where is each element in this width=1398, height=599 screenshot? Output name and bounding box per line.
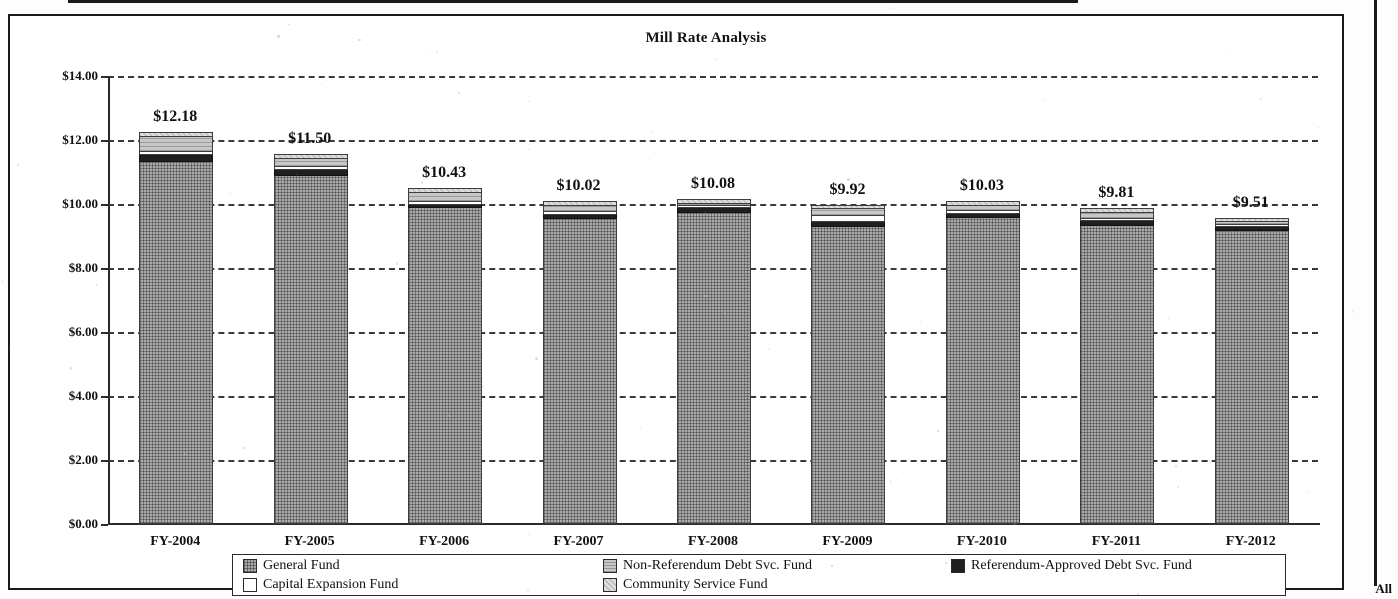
bar-stack[interactable]: [946, 177, 1018, 524]
bar-stack[interactable]: [811, 180, 883, 524]
scan-speck: [1070, 398, 1071, 399]
x-axis-category-label: FY-2006: [419, 534, 470, 549]
bar-segment-nonreferendum[interactable]: [139, 135, 213, 152]
scan-speck: [2, 280, 3, 281]
legend-item-community[interactable]: [603, 577, 768, 593]
y-axis-tick-mark: [101, 460, 108, 462]
scan-speck: [421, 181, 423, 183]
bar-segment-general[interactable]: [274, 174, 348, 524]
legend-item-general[interactable]: [243, 558, 340, 574]
chart-title-text: Mill Rate Analysis: [645, 30, 767, 46]
y-axis-tick-label: $6.00: [68, 324, 98, 339]
scan-speck: [277, 35, 279, 37]
bar-stack[interactable]: [139, 108, 211, 524]
scan-speck: [561, 441, 563, 443]
y-axis-tick-mark: [101, 140, 108, 142]
y-axis-tick-label: $14.00: [62, 68, 98, 83]
legend-swatch-referendum-icon: [951, 559, 965, 573]
x-axis-category-label: FY-2011: [1091, 534, 1141, 549]
scan-speck: [9, 348, 10, 349]
bar-segment-general[interactable]: [139, 160, 213, 524]
bar-segment-community[interactable]: [139, 132, 213, 137]
y-axis-tick-label: $0.00: [68, 516, 98, 531]
x-axis-category-label: FY-2010: [956, 534, 1007, 549]
scan-speck: [159, 258, 161, 260]
bar-segment-community[interactable]: [1080, 208, 1154, 213]
legend-swatch-general-icon: [243, 559, 257, 573]
y-axis-tick-mark: [101, 396, 108, 398]
scan-speck: [1278, 292, 1280, 294]
bar-total-label: $9.92: [829, 180, 866, 198]
bar-stack[interactable]: [274, 130, 346, 524]
y-axis-tick-mark: [101, 204, 108, 206]
bar-segment-community[interactable]: [677, 199, 751, 204]
bar-total-label: $10.43: [422, 164, 467, 182]
bar-stack[interactable]: [1215, 193, 1287, 524]
scan-speck: [1177, 486, 1179, 488]
legend-label: Referendum-Approved Debt Svc. Fund: [971, 558, 1192, 573]
scan-speck: [266, 340, 267, 341]
scan-speck: [243, 447, 245, 449]
bar-segment-general[interactable]: [1080, 224, 1154, 524]
legend-label: Non-Referendum Debt Svc. Fund: [623, 558, 812, 573]
y-axis-tick-mark: [101, 268, 108, 270]
scan-speck: [482, 386, 483, 387]
legend-swatch-community-icon: [603, 578, 617, 592]
y-axis-tick-mark: [101, 332, 108, 334]
legend-swatch-capital-icon: [243, 578, 257, 592]
bar-segment-general[interactable]: [677, 211, 751, 524]
scan-speck: [106, 590, 107, 591]
scan-speck: [458, 92, 459, 93]
scan-speck: [724, 312, 726, 314]
scan-speck: [704, 295, 706, 297]
scan-speck: [814, 503, 816, 505]
scan-speck: [1352, 310, 1355, 313]
bar-segment-community[interactable]: [543, 201, 617, 206]
scan-speck: [1042, 99, 1044, 101]
bar-segment-community[interactable]: [408, 188, 482, 193]
bar-segment-general[interactable]: [543, 217, 617, 524]
x-axis-category-label: FY-2008: [687, 534, 739, 549]
scan-speck: [20, 31, 21, 32]
y-axis-tick-label: $2.00: [68, 452, 98, 467]
legend-row-top: [233, 556, 1285, 575]
plot-area: [108, 76, 1318, 524]
page-top-rule: [68, 0, 1078, 3]
scan-speck: [70, 367, 73, 370]
scan-speck: [547, 366, 549, 368]
legend-label: Community Service Fund: [623, 577, 768, 592]
y-axis-tick-label: $10.00: [62, 196, 98, 211]
y-axis-tick-label: $4.00: [68, 388, 98, 403]
scan-speck: [768, 348, 770, 350]
scan-speck: [1318, 127, 1319, 128]
y-axis-tick-label: $12.00: [62, 132, 98, 147]
bar-segment-community[interactable]: [946, 201, 1020, 206]
page-corner-note: All: [1375, 581, 1392, 596]
bar-segment-general[interactable]: [1215, 229, 1289, 524]
scan-speck: [463, 76, 465, 78]
chart-title: [10, 30, 1342, 47]
bar-stack[interactable]: [677, 175, 749, 524]
scan-speck: [756, 391, 757, 392]
bar-segment-community[interactable]: [1215, 218, 1289, 223]
scan-speck: [96, 284, 97, 285]
bar-segment-community[interactable]: [274, 154, 348, 159]
scan-speck: [1260, 98, 1262, 100]
scan-speck: [831, 565, 832, 566]
y-axis-tick-label: $8.00: [68, 260, 98, 275]
bar-stack[interactable]: [543, 177, 615, 524]
scan-speck: [982, 23, 984, 25]
x-axis-category-label: FY-2012: [1225, 534, 1276, 549]
x-axis-category-label: FY-2007: [553, 534, 604, 549]
bar-stack[interactable]: [408, 164, 480, 524]
x-axis-category-label: FY-2004: [150, 534, 201, 549]
scan-speck: [650, 131, 651, 132]
x-axis-category-label: FY-2009: [822, 534, 873, 549]
scan-speck: [889, 480, 891, 482]
bar-total-label: $10.08: [691, 175, 735, 193]
scan-speck: [1129, 451, 1132, 454]
scan-speck: [937, 430, 938, 431]
bar-total-label: $12.18: [153, 108, 198, 126]
scan-speck: [358, 39, 360, 41]
scan-speck: [447, 414, 450, 417]
scan-speck: [229, 193, 231, 195]
scan-speck: [535, 357, 538, 360]
bar-stack[interactable]: [1080, 184, 1152, 524]
bar-total-label: $9.51: [1232, 193, 1269, 211]
scan-speck: [509, 51, 510, 52]
bar-total-label: $10.02: [556, 177, 601, 195]
scan-speck: [527, 589, 529, 591]
chart-legend: [232, 554, 1286, 596]
bar-total-label: $10.03: [959, 177, 1004, 195]
scan-speck: [1014, 396, 1015, 397]
legend-label: Capital Expansion Fund: [263, 577, 399, 592]
scan-speck: [889, 7, 891, 9]
scan-speck: [288, 24, 290, 26]
bar-total-label: $11.50: [288, 130, 332, 147]
scan-speck: [1137, 593, 1139, 595]
x-axis-category-label: FY-2005: [284, 534, 335, 549]
bar-segment-community[interactable]: [811, 205, 885, 210]
legend-row-bottom: [233, 575, 1285, 594]
bar-segment-general[interactable]: [946, 216, 1020, 524]
chart-frame: [8, 14, 1344, 590]
scan-speck: [952, 434, 953, 435]
bar-segment-general[interactable]: [811, 225, 885, 524]
scan-speck: [674, 449, 675, 450]
scan-speck: [277, 370, 278, 371]
legend-label: General Fund: [263, 558, 340, 573]
legend-item-nonreferendum[interactable]: [603, 558, 812, 574]
y-axis-tick-mark: [101, 524, 108, 526]
scan-speck: [847, 178, 850, 181]
bar-total-label: $9.81: [1098, 184, 1135, 202]
legend-item-referendum[interactable]: [951, 558, 1192, 574]
page-right-rule: [1374, 0, 1377, 586]
legend-item-capital[interactable]: [243, 577, 398, 593]
legend-swatch-nonreferendum-icon: [603, 559, 617, 573]
scan-speck: [1175, 465, 1178, 468]
bar-segment-general[interactable]: [408, 206, 482, 524]
scan-speck: [986, 499, 987, 500]
y-axis-tick-mark: [101, 76, 108, 78]
